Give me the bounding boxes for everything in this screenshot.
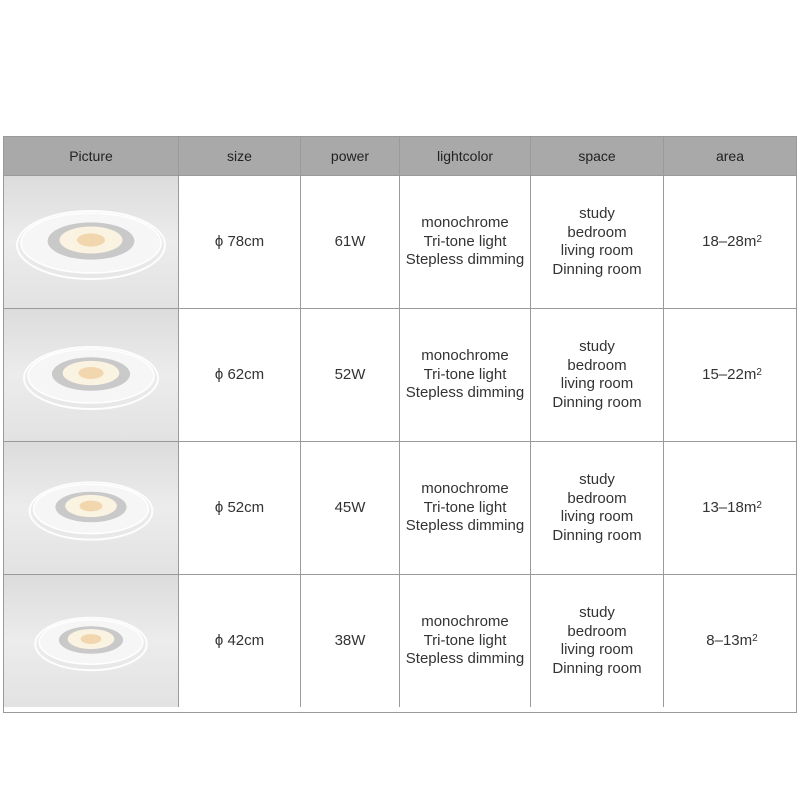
space-list-line: study	[579, 604, 615, 621]
lamp-image-icon	[11, 320, 171, 430]
space-list-line: bedroom	[567, 489, 627, 507]
space-cell	[530, 176, 663, 308]
lightcolor-list-line: monochrome	[421, 347, 509, 365]
area-value: 13–18m	[702, 498, 757, 516]
lightcolor-list	[406, 480, 524, 536]
space-list	[552, 205, 641, 279]
area-value: 8–13m	[706, 631, 753, 649]
lightcolor-cell	[399, 309, 530, 441]
header-lightcolor: lightcolor	[399, 137, 530, 175]
area-unit-exponent: 2	[752, 632, 758, 644]
picture-cell	[4, 442, 178, 574]
area-value: 15–22m	[702, 365, 757, 383]
lightcolor-list-line: monochrome	[421, 613, 509, 631]
header-power: power	[300, 137, 399, 175]
space-list-line: study	[579, 205, 615, 222]
space-list	[552, 471, 641, 545]
lightcolor-list-line: Tri-tone light	[423, 232, 507, 250]
space-list-line: Dinning room	[552, 260, 642, 278]
lightcolor-cell	[399, 176, 530, 308]
area-unit-exponent: 2	[756, 499, 762, 511]
space-list-line: living room	[560, 375, 634, 392]
lightcolor-list	[406, 347, 524, 403]
lightcolor-list-line: Stepless dimming	[405, 251, 525, 269]
area-cell	[663, 309, 796, 441]
space-list	[552, 604, 641, 678]
lamp-image-icon	[11, 453, 171, 563]
header-space: space	[530, 137, 663, 175]
table-row	[4, 175, 796, 308]
power-cell: 52W	[300, 309, 399, 441]
power-cell: 61W	[300, 176, 399, 308]
space-list	[552, 338, 641, 412]
lightcolor-list-line: Tri-tone light	[423, 631, 507, 649]
picture-cell	[4, 176, 178, 308]
space-list-line: bedroom	[567, 356, 627, 374]
lightcolor-list-line: Stepless dimming	[405, 650, 525, 668]
header-row	[4, 137, 796, 175]
area-cell	[663, 442, 796, 574]
size-cell: ϕ 42cm	[178, 575, 300, 707]
lightcolor-list-line: monochrome	[421, 480, 509, 498]
space-list-line: living room	[560, 242, 634, 259]
size-cell: ϕ 62cm	[178, 309, 300, 441]
header-size: size	[178, 137, 300, 175]
lightcolor-list-line: Tri-tone light	[423, 498, 507, 516]
space-list-line: bedroom	[567, 622, 627, 640]
lightcolor-cell	[399, 575, 530, 707]
space-list-line: living room	[560, 641, 634, 658]
header-picture: Picture	[69, 148, 113, 164]
space-list-line: Dinning room	[552, 393, 642, 411]
table-row	[4, 574, 796, 707]
lightcolor-list-line: Stepless dimming	[405, 384, 525, 402]
area-cell	[663, 575, 796, 707]
space-cell	[530, 442, 663, 574]
size-cell: ϕ 52cm	[178, 442, 300, 574]
table-row	[4, 308, 796, 441]
area-cell	[663, 176, 796, 308]
space-list-line: study	[579, 338, 615, 355]
lamp-image-icon	[11, 187, 171, 297]
lightcolor-list	[406, 613, 524, 669]
space-list-line: living room	[560, 508, 634, 525]
table-row	[4, 441, 796, 574]
power-cell: 45W	[300, 442, 399, 574]
picture-cell	[4, 575, 178, 707]
size-cell: ϕ 78cm	[178, 176, 300, 308]
space-list-line: bedroom	[567, 223, 627, 241]
spec-table	[3, 136, 797, 713]
space-cell	[530, 309, 663, 441]
lightcolor-list-line: Tri-tone light	[423, 365, 507, 383]
power-cell: 38W	[300, 575, 399, 707]
picture-cell	[4, 309, 178, 441]
lightcolor-list	[406, 214, 524, 270]
space-cell	[530, 575, 663, 707]
space-list-line: study	[579, 471, 615, 488]
lightcolor-cell	[399, 442, 530, 574]
header-area: area	[663, 137, 796, 175]
space-list-line: Dinning room	[552, 526, 642, 544]
lamp-image-icon	[11, 586, 171, 696]
lightcolor-list-line: monochrome	[421, 214, 509, 232]
space-list-line: Dinning room	[552, 659, 642, 677]
lightcolor-list-line: Stepless dimming	[405, 517, 525, 535]
area-unit-exponent: 2	[756, 366, 762, 378]
area-unit-exponent: 2	[756, 233, 762, 245]
area-value: 18–28m	[702, 232, 757, 250]
